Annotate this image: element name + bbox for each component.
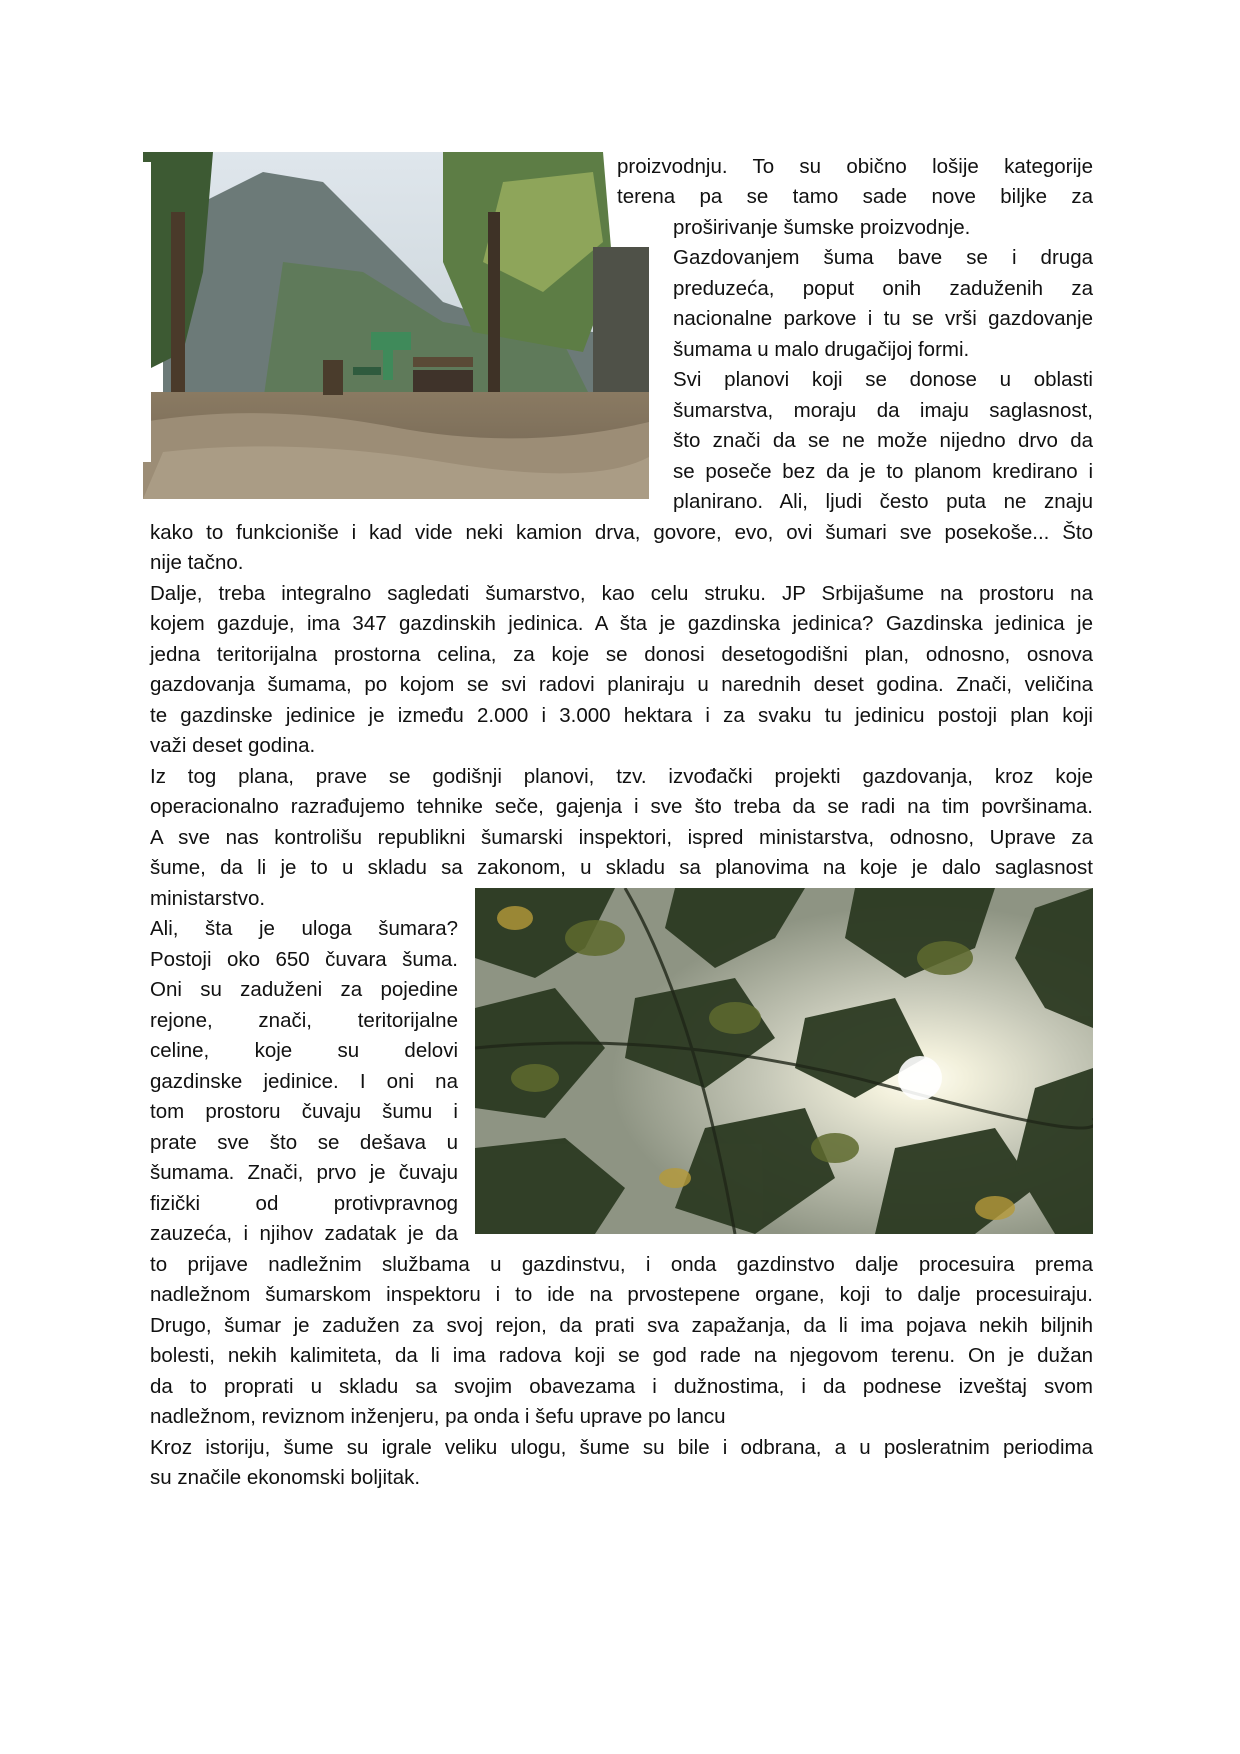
- text-line: jedna teritorijalna prostorna celina, za koje se donosi desetogodišni plan, odnosno, osnova: [150, 643, 1093, 666]
- text-line: rejone, znači, teritorijalne: [150, 1009, 458, 1032]
- text-line: kojem gazduje, ima 347 gazdinskih jedinica. A šta je gazdinska jedinica? Gazdinska jedinica je: [150, 612, 1093, 635]
- text-line: terena pa se tamo sade nove biljke za: [617, 185, 1093, 208]
- text-line: se poseče bez da je to planom kredirano i: [673, 460, 1093, 483]
- text-line: to prijave nadležnim službama u gazdinstvu, i onda gazdinstvo dalje procesuira prema: [150, 1253, 1093, 1276]
- text-line: Ali, šta je uloga šumara?: [150, 917, 458, 940]
- text-line: šumama. Znači, prvo je čuvaju: [150, 1161, 458, 1184]
- sunlight-leaves-photo: [475, 888, 1093, 1234]
- text-line: ministarstvo.: [150, 887, 266, 910]
- text-line: tom prostoru čuvaju šumu i: [150, 1100, 458, 1123]
- text-line: bolesti, nekih kalimiteta, da li ima radova koji se god rade na njegovom terenu. On je dužan: [150, 1344, 1093, 1367]
- text-line: zauzeća, i njihov zadatak je da: [150, 1222, 458, 1245]
- text-line: nadležnom, reviznom inženjeru, pa onda i šefu uprave po lancu: [150, 1405, 726, 1428]
- text-line: celine, koje su delovi: [150, 1039, 458, 1062]
- text-line: kako to funkcioniše i kad vide neki kamion drva, govore, evo, ovi šumari sve posekoše... Što: [150, 521, 1093, 544]
- text-line: važi deset godina.: [150, 734, 316, 757]
- text-line: Gazdovanjem šuma bave se i druga: [673, 246, 1093, 269]
- text-line: prate sve što se dešava u: [150, 1131, 458, 1154]
- text-line: Kroz istoriju, šume su igrale veliku ulogu, šume su bile i odbrana, a u posleratnim periodima: [150, 1436, 1093, 1459]
- text-line: fizički od protivpravnog: [150, 1192, 458, 1215]
- park-benches-photo: [143, 152, 649, 499]
- text-line: su značile ekonomski boljitak.: [150, 1466, 421, 1489]
- text-line: nacionalne parkove i tu se vrši gazdovanje: [673, 307, 1093, 330]
- text-line: nije tačno.: [150, 551, 244, 574]
- text-line: gazdovanja šumama, po kojom se svi radovi planiraju u narednih deset godina. Znači, veličina: [150, 673, 1093, 696]
- text-line: šumarstva, moraju da imaju saglasnost,: [673, 399, 1093, 422]
- text-line: šume, da li je to u skladu sa zakonom, u skladu sa planovima na koje je dalo saglasnost: [150, 856, 1093, 879]
- text-line: gazdinske jedinice. I oni na: [150, 1070, 458, 1093]
- text-line: da to proprati u skladu sa svojim obavezama i dužnostima, i da podnese izveštaj svom: [150, 1375, 1093, 1398]
- text-line: Dalje, treba integralno sagledati šumarstvo, kao celu struku. JP Srbijašume na prostoru na: [150, 582, 1093, 605]
- text-line: A sve nas kontrolišu republikni šumarski inspektori, ispred ministarstva, odnosno, Uprave za: [150, 826, 1093, 849]
- text-line: planirano. Ali, ljudi često puta ne znaju: [673, 490, 1093, 513]
- text-line: što znači da se ne može nijedno drvo da: [673, 429, 1093, 452]
- text-line: proizvodnju. To su obično lošije kategorije: [617, 155, 1093, 178]
- text-line: preduzeća, poput onih zaduženih za: [673, 277, 1093, 300]
- text-line: nadležnom šumarskom inspektoru i to ide na prvostepene organe, koji to dalje procesuiraju.: [150, 1283, 1093, 1306]
- text-line: Svi planovi koji se donose u oblasti: [673, 368, 1093, 391]
- text-line: te gazdinske jedinice je između 2.000 i 3.000 hektara i za svaku tu jedinicu postoji plan koji: [150, 704, 1093, 727]
- text-line: proširivanje šumske proizvodnje.: [673, 216, 971, 239]
- text-line: šumama u malo drugačijoj formi.: [673, 338, 970, 361]
- text-line: operacionalno razrađujemo tehnike seče, gajenja i sve što treba da se radi na tim površinama.: [150, 795, 1093, 818]
- text-line: Oni su zaduženi za pojedine: [150, 978, 458, 1001]
- text-line: Postoji oko 650 čuvara šuma.: [150, 948, 458, 971]
- text-line: Iz tog plana, prave se godišnji planovi, tzv. izvođački projekti gazdovanja, kroz koje: [150, 765, 1093, 788]
- text-line: Drugo, šumar je zadužen za svoj rejon, da prati sva zapažanja, da li ima pojava nekih biljnih: [150, 1314, 1093, 1337]
